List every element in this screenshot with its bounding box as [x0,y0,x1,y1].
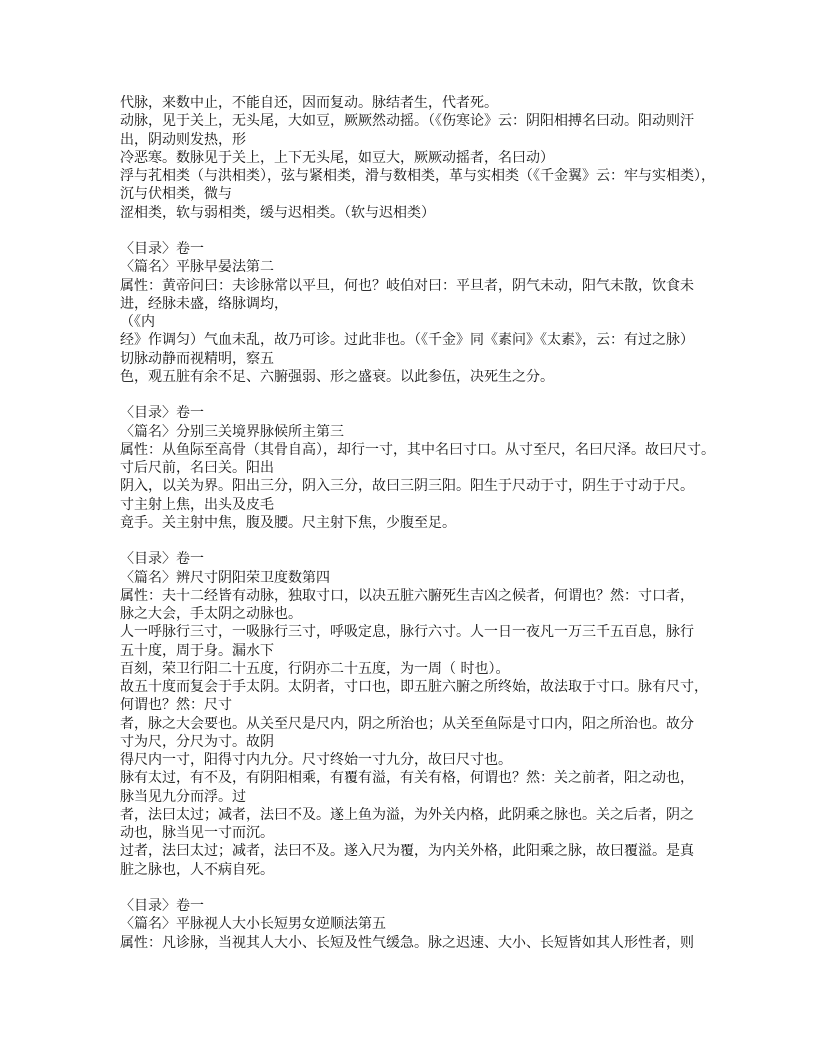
text-line: 百刻，荣卫行阳二十五度，行阴亦二十五度，为一周（ 时也）。 [120,660,510,677]
blank-line [120,222,710,240]
attribute-paragraph-start: 属性：黄帝问曰：夫诊脉常以平旦，何也？岐伯对曰：平旦者，阴气未动，阳气未散，饮食未 [120,277,694,294]
text-line: 进，经脉未盛，络脉调均， [120,295,288,312]
text-line: 动脉，见于关上，无头尾，大如豆，厥厥然动摇。（《伤寒论》云：阴阳相搏名曰动。阳动则汗 [120,113,694,130]
text-line: 浮与芤相类（与洪相类），弦与紧相类，滑与数相类，革与实相类（《千金翼》云：牢与实相类）， [120,168,715,184]
text-line: 者，脉之大会要也。从关至尺是尺内，阴之所治也；从关至鱼际是寸口内，阳之所治也。故分 [120,715,694,732]
attribute-paragraph-start: 属性：夫十二经皆有动脉，独取寸口，以决五脏六腑死生吉凶之候者，何谓也？然：寸口者， [120,587,694,604]
text-line: 色，观五脏有余不足、六腑强弱、形之盛衰。以此参伍，决死生之分。 [120,368,554,385]
catalog-heading: 〈目录〉卷一 [120,241,204,257]
text-line: 动也，脉当见一寸而沉。 [120,825,274,841]
text-line: 出，阴动则发热，形 [120,131,246,148]
attribute-paragraph-start: 属性：从鱼际至高骨（其骨自高），却行一寸，其中名曰寸口。从寸至尺，名曰尺泽。故曰尺寸。 [120,441,715,458]
text-line: 沉与伏相类，微与 [120,186,232,203]
text-line: 脉之大会，手太阴之动脉也。 [120,606,302,622]
text-line: 寸后尺前，名曰关。阳出 [120,460,274,476]
blank-line [120,879,710,897]
chapter-title: 〈篇名〉辨尺寸阴阳荣卫度数第四 [120,569,330,586]
attribute-paragraph-start: 属性：凡诊脉，当视其人大小、长短及性气缓急。脉之迟速、大小、长短皆如其人形性者，则 [120,934,694,951]
blank-line [120,532,710,550]
text-line: 得尺内一寸，阳得寸内九分。尺寸终始一寸九分，故曰尺寸也。 [120,752,512,768]
text-line: 竟手。关主射中焦，腹及腰。尺主射下焦，少腹至足。 [120,514,456,531]
text-line: 寸为尺，分尺为寸。故阴 [120,733,274,750]
text-line: 故五十度而复会于手太阴。太阴者，寸口也，即五脏六腑之所终始，故法取于寸口。脉有尺寸， [120,679,708,695]
chapter-title: 〈篇名〉平脉早晏法第二 [120,259,274,276]
chapter-title: 〈篇名〉平脉视人大小长短男女逆顺法第五 [120,916,386,933]
text-line: 人一呼脉行三寸，一吸脉行三寸，呼吸定息，脉行六寸。人一日一夜凡一万三千五百息，脉行 [120,624,694,641]
text-line: 冷恶寒。数脉见于关上，上下无头尾，如豆大，厥厥动摇者，名曰动） [120,149,554,166]
text-line: 脉有太过，有不及，有阴阳相乘，有覆有溢，有关有格，何谓也？然：关之前者，阳之动也， [120,770,694,787]
document-body [120,94,715,952]
text-line: 涩相类，软与弱相类，缓与迟相类。（软与迟相类） [120,204,435,221]
text-line: 何谓也？然：尺寸 [120,697,232,714]
text-line: （《内 [120,314,155,330]
text-line: 五十度，周于身。漏水下 [120,642,274,659]
text-line: 脏之脉也，人不病自死。 [120,861,274,878]
text-line: 切脉动静而视精明，察五 [120,350,274,367]
text-line: 经》作调匀）气血未乱，故乃可诊。过此非也。（《千金》同《素问》《太素》，云：有过之脉） [120,332,694,349]
text-line: 脉当见九分而浮。过 [120,788,246,805]
catalog-heading: 〈目录〉卷一 [120,551,204,568]
text-line: 寸主射上焦，出头及皮毛 [120,496,274,513]
catalog-heading: 〈目录〉卷一 [120,898,204,914]
text-line: 代脉，来数中止，不能自还，因而复动。脉结者生，代者死。 [120,95,498,111]
chapter-title: 〈篇名〉分别三关境界脉候所主第三 [120,423,344,440]
catalog-heading: 〈目录〉卷一 [120,405,204,422]
blank-line [120,386,710,404]
text-line: 者，法曰太过；减者，法曰不及。遂上鱼为溢，为外关内格，此阴乘之脉也。关之后者，阴之 [120,806,694,823]
text-line: 阴入，以关为界。阳出三分，阴入三分，故曰三阴三阳。阳生于尺动于寸，阴生于寸动于尺。 [120,478,694,495]
text-line: 过者，法曰太过；减者，法曰不及。遂入尺为覆，为内关外格，此阳乘之脉，故曰覆溢。是真 [120,843,694,860]
